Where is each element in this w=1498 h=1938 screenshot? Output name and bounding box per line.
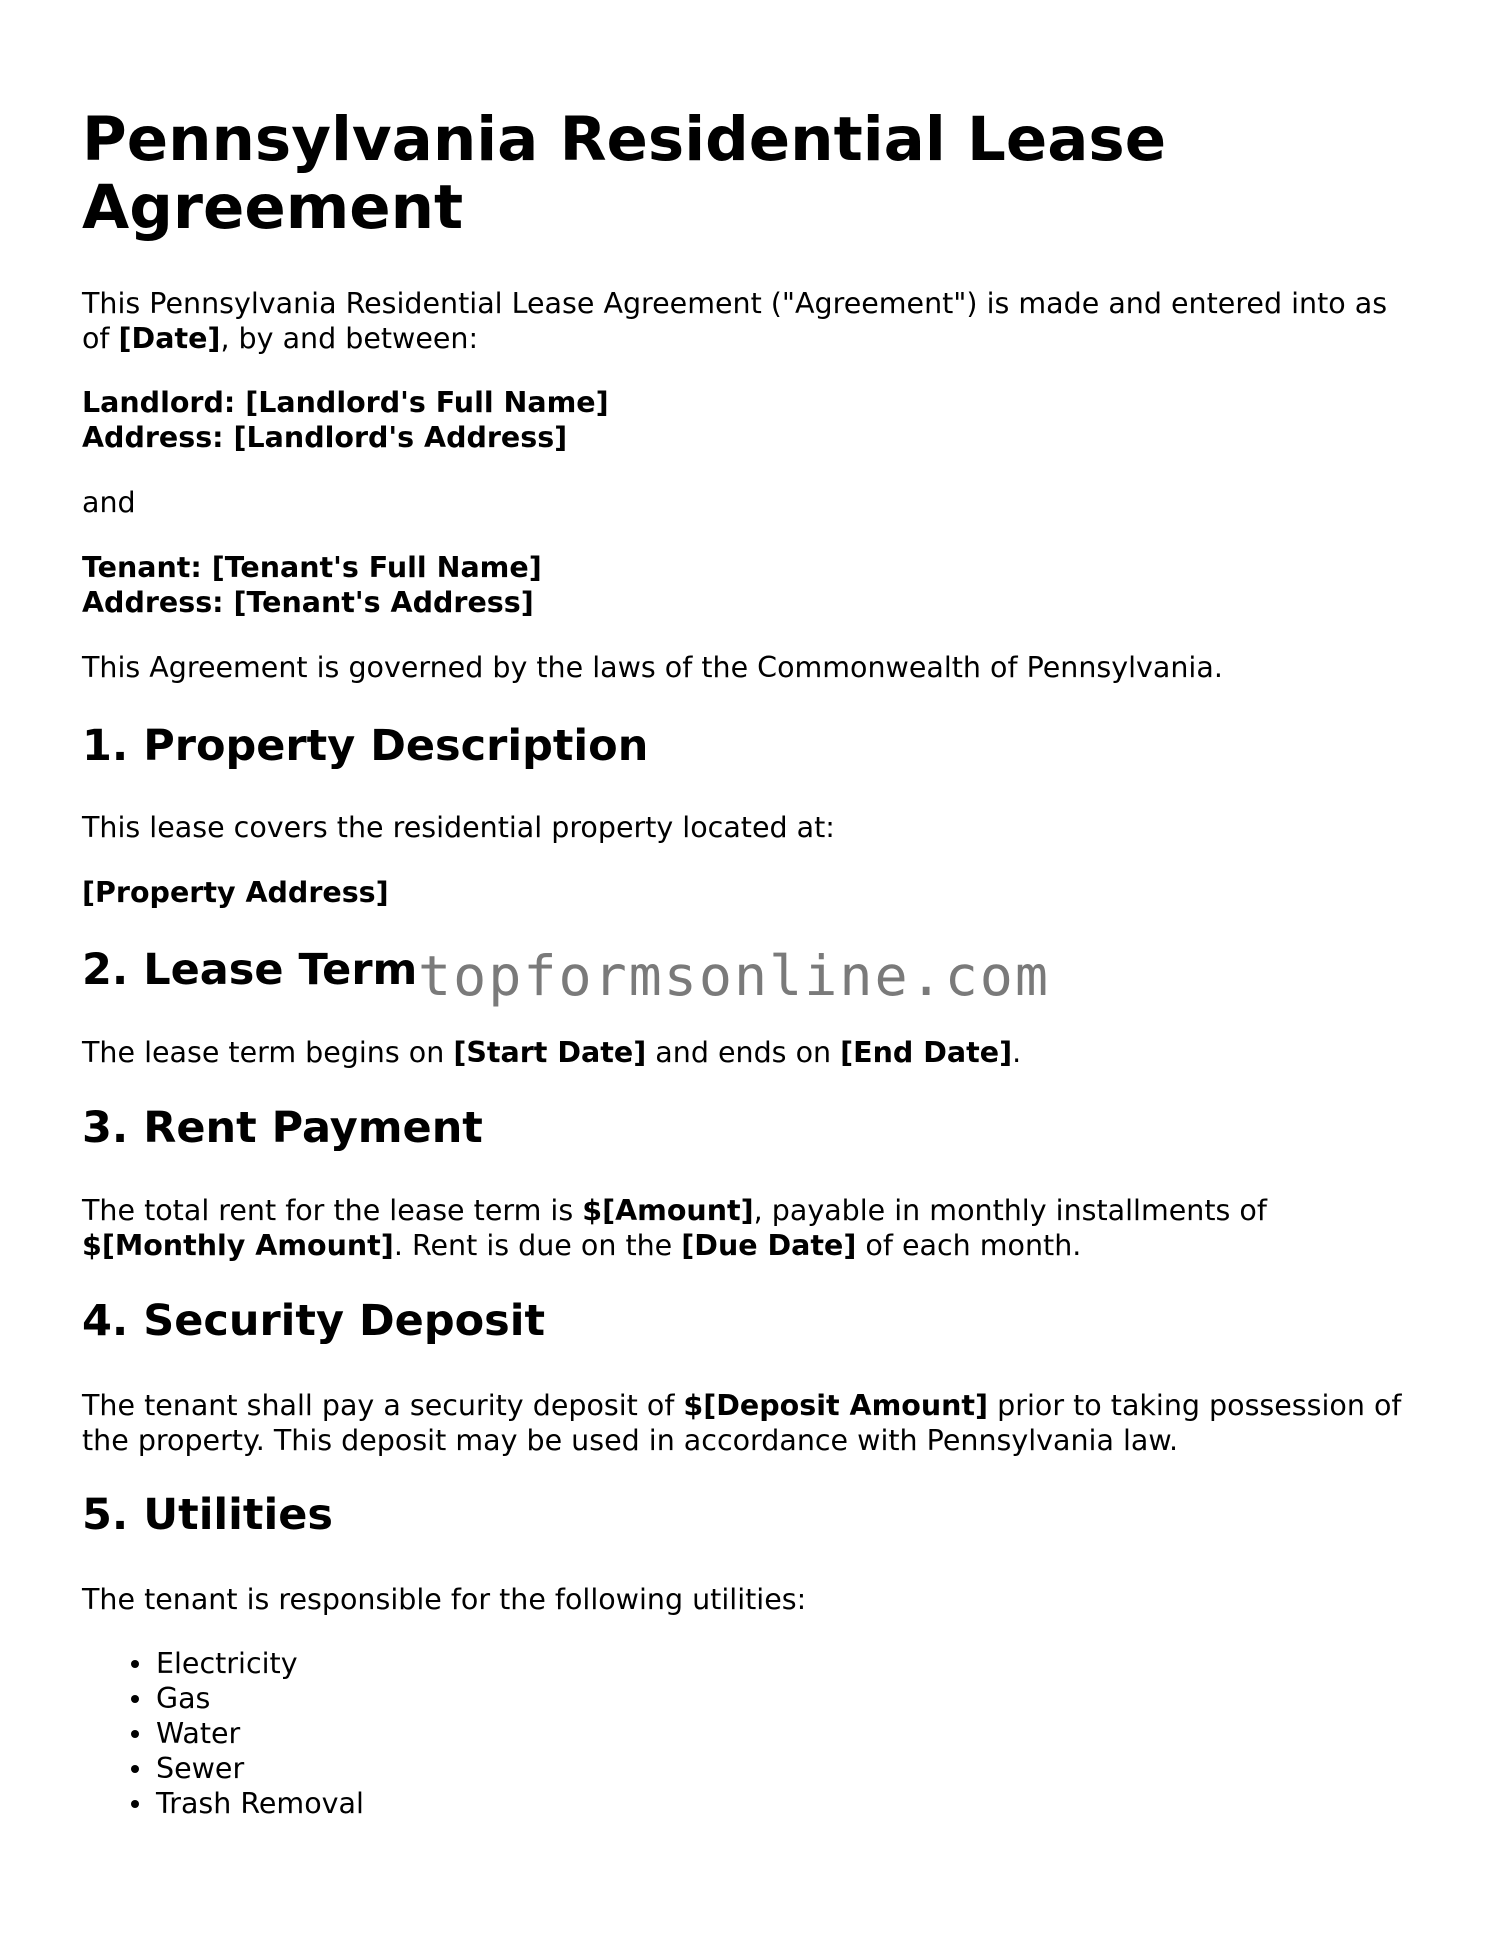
- rent-text-end: of each month.: [856, 1229, 1082, 1262]
- list-item: Sewer: [156, 1751, 364, 1786]
- property-address-placeholder: [Property Address]: [82, 876, 389, 909]
- section-heading-term: 2. Lease Term: [82, 945, 418, 995]
- governing-law: This Agreement is governed by the laws of the Commonwealth of Pennsylvania.: [82, 651, 1223, 684]
- deposit-text: The tenant shall pay a security deposit of: [82, 1389, 684, 1422]
- rent-text: The total rent for the lease term is: [82, 1194, 583, 1227]
- rent-paragraph: [82, 1193, 1422, 1263]
- landlord-block: [82, 385, 1422, 455]
- due-date-placeholder: [Due Date]: [681, 1229, 857, 1262]
- intro-text-end: , by and between:: [220, 322, 479, 355]
- intro-text: This Pennsylvania Residential Lease Agreement ("Agreement") is made and entered into as of: [82, 287, 1388, 355]
- list-item: Trash Removal: [156, 1787, 364, 1820]
- rent-text-mid: , payable in monthly installments of: [753, 1194, 1267, 1227]
- landlord-address: Address: [Landlord's Address]: [82, 421, 568, 454]
- section-heading-property: 1. Property Description: [82, 721, 649, 771]
- tenant-block: [82, 550, 1422, 620]
- date-placeholder: [Date]: [118, 322, 221, 355]
- section-heading-deposit: 4. Security Deposit: [82, 1296, 546, 1346]
- utilities-text: The tenant is responsible for the following utilities:: [82, 1583, 807, 1616]
- monthly-amount-placeholder: $[Monthly Amount]: [82, 1229, 394, 1262]
- list-item: Water: [156, 1716, 364, 1751]
- term-text-end: .: [1012, 1036, 1022, 1069]
- intro-paragraph: [82, 286, 1422, 356]
- property-text: This lease covers the residential property located at:: [82, 811, 835, 844]
- end-date-placeholder: [End Date]: [840, 1036, 1013, 1069]
- rent-text-mid2: . Rent is due on the: [393, 1229, 682, 1262]
- rent-amount-placeholder: $[Amount]: [582, 1194, 754, 1227]
- list-item: Gas: [156, 1681, 364, 1716]
- deposit-text-end: prior to taking possession of the property. This deposit may be used in accordance with Pennsylvania law.: [82, 1389, 1402, 1457]
- tenant-address: Address: [Tenant's Address]: [82, 586, 534, 619]
- landlord-name: Landlord: [Landlord's Full Name]: [82, 386, 609, 419]
- term-text-mid: and ends on: [646, 1036, 841, 1069]
- deposit-paragraph: [82, 1388, 1422, 1458]
- page-title: Pennsylvania Residential Lease Agreement: [82, 104, 1167, 243]
- term-text: The lease term begins on: [82, 1036, 454, 1069]
- property-address: [82, 875, 1422, 910]
- section-heading-rent: 3. Rent Payment: [82, 1103, 483, 1153]
- and-text: and: [82, 486, 136, 519]
- watermark: topformsonline.com: [418, 944, 1051, 1008]
- deposit-amount-placeholder: $[Deposit Amount]: [683, 1389, 989, 1422]
- section-heading-utilities: 5. Utilities: [82, 1490, 333, 1540]
- utilities-list: [82, 1646, 364, 1821]
- start-date-placeholder: [Start Date]: [453, 1036, 647, 1069]
- list-item: Electricity: [156, 1646, 364, 1681]
- term-paragraph: [82, 1035, 1422, 1070]
- tenant-name: Tenant: [Tenant's Full Name]: [82, 551, 542, 584]
